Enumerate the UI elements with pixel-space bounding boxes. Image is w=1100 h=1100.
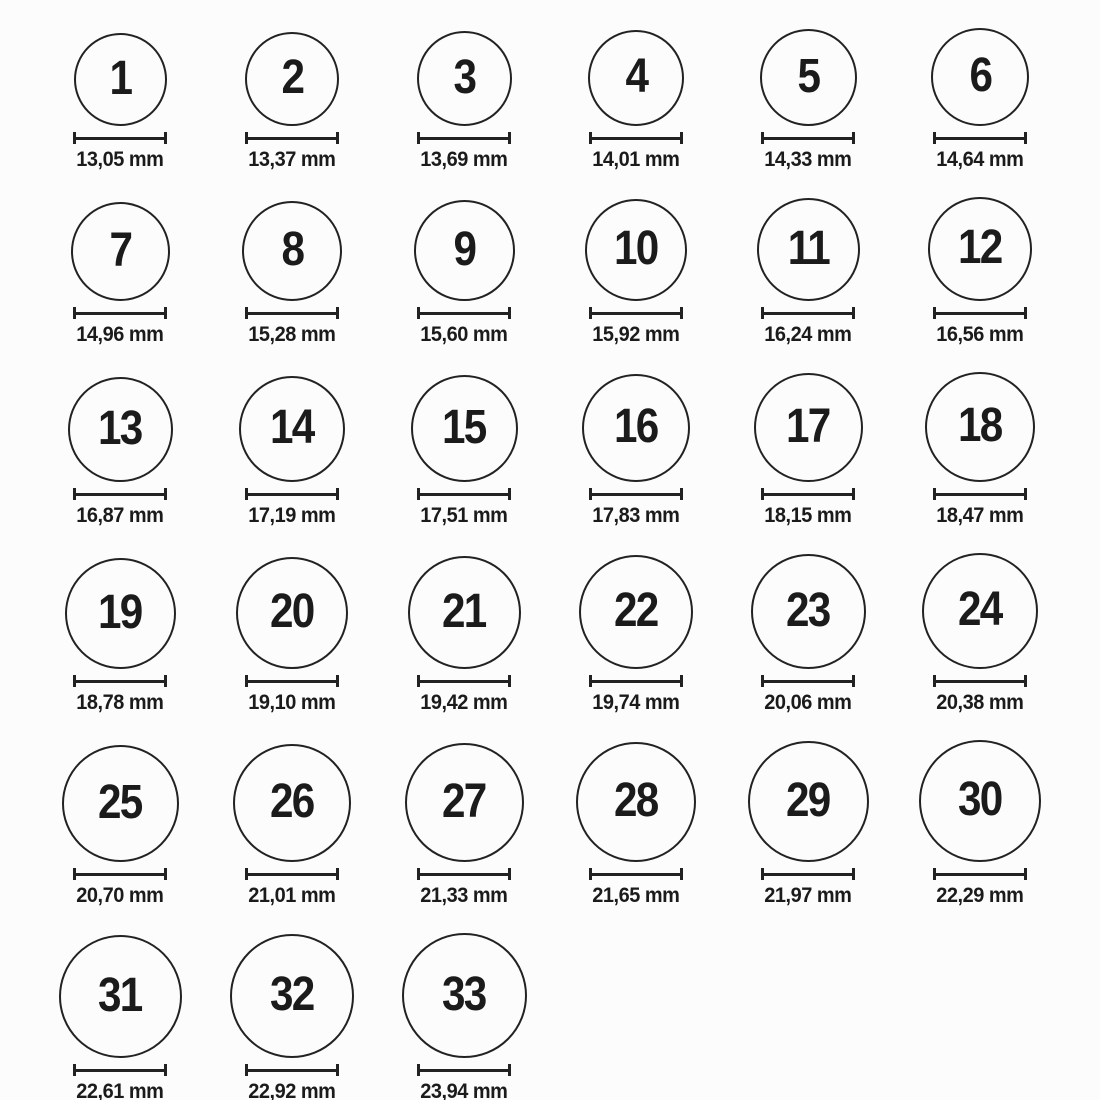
ring-size-item <box>760 29 857 173</box>
ring-circle-outline <box>408 556 521 669</box>
ring-size-number: 29 <box>786 773 830 827</box>
ring-size-item <box>585 199 687 348</box>
ring-circle-outline <box>928 197 1032 301</box>
ring-size-number: 1 <box>109 51 131 105</box>
ring-circle-outline <box>757 198 860 301</box>
ring-circle-outline <box>65 558 176 669</box>
ring-size-number: 18 <box>958 399 1002 452</box>
ring-size-item <box>757 198 860 348</box>
ring-size-number: 17 <box>786 399 830 453</box>
ring-size-number: 23 <box>786 583 830 637</box>
diameter-label: 21,65 mm <box>592 884 680 907</box>
diameter-measure-line <box>933 675 1027 687</box>
ring-circle-outline <box>62 745 179 862</box>
diameter-measure-line <box>417 307 511 319</box>
ring-size-number: 12 <box>958 221 1002 274</box>
ring-size-number: 32 <box>270 968 314 1021</box>
ring-size-number: 10 <box>614 222 658 275</box>
diameter-measure-line <box>417 1064 511 1076</box>
ring-size-number: 22 <box>614 584 658 637</box>
diameter-measure-line <box>761 675 855 687</box>
diameter-label: 21,01 mm <box>248 884 336 907</box>
ring-size-item <box>922 553 1038 716</box>
ring-size-item <box>408 556 521 716</box>
ring-size-number: 25 <box>98 775 142 829</box>
diameter-label: 21,33 mm <box>420 884 508 907</box>
ring-circle-outline <box>74 33 167 126</box>
diameter-measure-line <box>417 488 511 500</box>
ring-circle-outline <box>411 375 518 482</box>
ring-size-number: 7 <box>109 223 131 277</box>
ring-circle-outline <box>402 933 527 1058</box>
ring-circle-outline <box>585 199 687 301</box>
diameter-measure-line <box>73 675 167 687</box>
ring-size-number: 14 <box>270 401 314 454</box>
ring-size-number: 2 <box>281 51 303 104</box>
diameter-label: 14,33 mm <box>764 148 852 171</box>
ring-circle-outline <box>414 200 515 301</box>
diameter-label: 14,01 mm <box>592 148 680 171</box>
ring-circle-outline <box>754 373 863 482</box>
diameter-label: 17,83 mm <box>592 504 680 527</box>
diameter-label: 22,61 mm <box>76 1080 164 1100</box>
ring-size-number: 26 <box>270 775 314 828</box>
ring-size-item <box>579 555 693 716</box>
ring-size-number: 31 <box>98 968 142 1022</box>
ring-size-item <box>239 376 345 529</box>
ring-size-number: 13 <box>98 401 142 455</box>
ring-size-number: 8 <box>281 223 303 276</box>
diameter-label: 18,47 mm <box>936 504 1024 527</box>
diameter-measure-line <box>417 132 511 144</box>
diameter-measure-line <box>589 307 683 319</box>
ring-size-item <box>245 32 339 173</box>
diameter-measure-line <box>245 132 339 144</box>
ring-size-number: 16 <box>614 400 658 453</box>
ring-circle-outline <box>760 29 857 126</box>
ring-size-item <box>576 742 696 909</box>
ring-size-number: 11 <box>787 221 829 275</box>
diameter-label: 15,60 mm <box>420 323 508 346</box>
ring-size-item <box>62 745 179 909</box>
ring-circle-outline <box>233 744 351 862</box>
ring-size-item <box>588 30 684 173</box>
diameter-label: 20,06 mm <box>764 691 852 714</box>
diameter-label: 17,19 mm <box>248 504 336 527</box>
diameter-label: 16,87 mm <box>76 504 164 527</box>
ring-size-number: 33 <box>442 967 486 1021</box>
ring-size-item <box>402 933 527 1100</box>
ring-size-item <box>754 373 863 529</box>
diameter-label: 16,56 mm <box>936 323 1024 346</box>
ring-circle-outline <box>239 376 345 482</box>
diameter-measure-line <box>245 868 339 880</box>
diameter-measure-line <box>589 675 683 687</box>
ring-size-item <box>411 375 518 529</box>
diameter-label: 14,64 mm <box>936 148 1024 171</box>
diameter-measure-line <box>417 675 511 687</box>
diameter-measure-line <box>73 1064 167 1076</box>
ring-size-item <box>928 197 1032 348</box>
diameter-measure-line <box>589 868 683 880</box>
diameter-label: 19,10 mm <box>248 691 336 714</box>
ring-size-item <box>71 202 170 348</box>
ring-circle-outline <box>245 32 339 126</box>
ring-size-item <box>242 201 342 348</box>
diameter-measure-line <box>761 868 855 880</box>
diameter-measure-line <box>933 488 1027 500</box>
ring-circle-outline <box>748 741 869 862</box>
ring-size-number: 20 <box>270 585 314 638</box>
diameter-measure-line <box>761 132 855 144</box>
diameter-measure-line <box>73 488 167 500</box>
diameter-measure-line <box>245 675 339 687</box>
diameter-label: 13,37 mm <box>248 148 336 171</box>
diameter-label: 16,24 mm <box>764 323 852 346</box>
diameter-measure-line <box>245 1064 339 1076</box>
ring-size-item <box>751 554 866 716</box>
ring-size-number: 24 <box>958 583 1002 636</box>
diameter-label: 17,51 mm <box>420 504 508 527</box>
diameter-label: 20,70 mm <box>76 884 164 907</box>
ring-circle-outline <box>68 377 173 482</box>
ring-circle-outline <box>582 374 690 482</box>
ring-circle-outline <box>751 554 866 669</box>
diameter-label: 20,38 mm <box>936 691 1024 714</box>
ring-circle-outline <box>236 557 348 669</box>
ring-size-number: 27 <box>442 774 486 828</box>
ring-size-item <box>414 200 515 348</box>
ring-circle-outline <box>922 553 1038 669</box>
ring-circle-outline <box>417 31 512 126</box>
ring-size-item <box>748 741 869 909</box>
ring-circle-outline <box>59 935 182 1058</box>
diameter-measure-line <box>73 307 167 319</box>
ring-size-item <box>59 935 182 1100</box>
diameter-measure-line <box>933 132 1027 144</box>
ring-size-number: 15 <box>442 400 486 454</box>
diameter-label: 15,28 mm <box>248 323 336 346</box>
ring-size-item <box>73 33 167 173</box>
diameter-label: 22,92 mm <box>248 1080 336 1100</box>
diameter-label: 18,78 mm <box>76 691 164 714</box>
diameter-measure-line <box>589 132 683 144</box>
ring-size-number: 30 <box>958 773 1002 826</box>
ring-circle-outline <box>230 934 354 1058</box>
ring-size-item <box>65 558 176 716</box>
diameter-measure-line <box>761 307 855 319</box>
diameter-label: 13,69 mm <box>420 148 508 171</box>
diameter-measure-line <box>245 488 339 500</box>
ring-size-number: 19 <box>98 585 142 639</box>
diameter-measure-line <box>73 868 167 880</box>
ring-size-item <box>68 377 173 529</box>
ring-size-item <box>405 743 524 909</box>
diameter-label: 22,29 mm <box>936 884 1024 907</box>
ring-circle-outline <box>919 740 1041 862</box>
ring-size-item <box>925 372 1035 529</box>
ring-size-number: 6 <box>969 49 991 102</box>
ring-circle-outline <box>576 742 696 862</box>
ring-size-number: 21 <box>442 584 486 638</box>
ring-size-item <box>417 31 512 173</box>
ring-size-item <box>582 374 690 529</box>
ring-circle-outline <box>931 28 1029 126</box>
diameter-measure-line <box>933 307 1027 319</box>
ring-circle-outline <box>925 372 1035 482</box>
diameter-measure-line <box>245 307 339 319</box>
diameter-label: 23,94 mm <box>420 1080 508 1100</box>
ring-size-item <box>931 28 1029 173</box>
diameter-measure-line <box>933 868 1027 880</box>
diameter-measure-line <box>73 132 167 144</box>
diameter-measure-line <box>589 488 683 500</box>
diameter-measure-line <box>417 868 511 880</box>
ring-circle-outline <box>405 743 524 862</box>
ring-size-number: 5 <box>797 49 819 103</box>
ring-size-number: 9 <box>453 222 475 276</box>
diameter-label: 19,42 mm <box>420 691 508 714</box>
ring-size-item <box>236 557 348 716</box>
ring-size-item <box>233 744 351 909</box>
ring-size-item <box>919 740 1041 909</box>
ring-circle-outline <box>579 555 693 669</box>
ring-circle-outline <box>71 202 170 301</box>
diameter-label: 18,15 mm <box>764 504 852 527</box>
diameter-label: 14,96 mm <box>76 323 164 346</box>
diameter-label: 19,74 mm <box>592 691 680 714</box>
diameter-label: 15,92 mm <box>592 323 680 346</box>
diameter-label: 13,05 mm <box>76 148 164 171</box>
ring-size-number: 3 <box>453 50 475 104</box>
diameter-label: 21,97 mm <box>764 884 852 907</box>
ring-size-item <box>230 934 354 1100</box>
diameter-measure-line <box>761 488 855 500</box>
ring-size-number: 28 <box>614 774 658 827</box>
ring-size-number: 4 <box>625 50 647 103</box>
ring-circle-outline <box>588 30 684 126</box>
ring-circle-outline <box>242 201 342 301</box>
